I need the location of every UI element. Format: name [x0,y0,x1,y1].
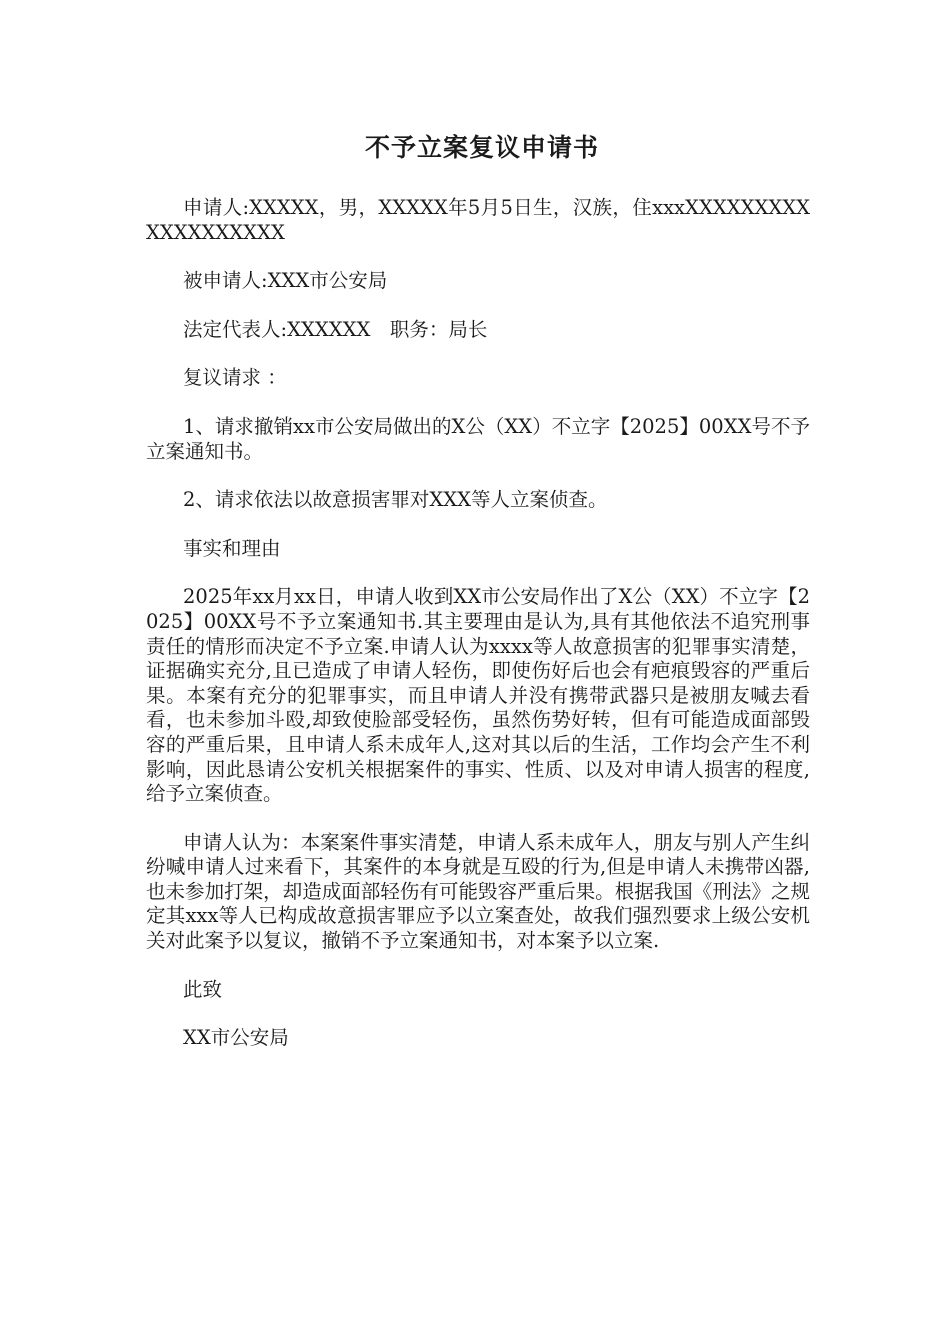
document-title: 不予立案复议申请书 [364,133,599,162]
closing-salutation: 此致 [183,977,223,1001]
respondent-paragraph: 被申请人:XXX市公安局 [183,269,388,293]
document-body [146,130,810,1075]
review-request-heading: 复议请求 ： [183,366,287,390]
applicant-opinion-paragraph: 申请人认为：本案案件事实清楚，申请人系未成年人，朋友与别人产生纠纷喊申请人过来看下，其案件的本身就是互殴的行为,但是申请人未携带凶器,也未参加打架，却造成面部轻伤有可能毁容严重后果。根据我国《刑法》之规定其xxx等人已构成故意损害罪应予以立案查处，故我们强烈要求上级公安机关对此案予以复议，撤销不予立案通知书，对本案予以立案. [146,830,810,953]
addressee: XX市公安局 [183,1026,289,1050]
facts-heading: 事实和理由 [183,536,281,560]
applicant-paragraph: 申请人:XXXXX，男，XXXXX年5月5日生，汉族，住xxxXXXXXXXXXXXXXXXXXXX [146,196,810,244]
legal-representative-paragraph: 法定代表人:XXXXXX 职务：局长 [183,317,488,341]
request-item-2: 2、请求依法以故意损害罪对XXX等人立案侦查。 [183,488,608,512]
request-item-1: 1、请求撤销xx市公安局做出的X公（XX）不立字【2025】00XX号不予立案通知书。 [146,414,810,463]
facts-paragraph: 2025年xx月xx日，申请人收到XX市公安局作出了X公（XX）不立字【2025】00XX号不予立案通知书.其主要理由是认为,具有其他依法不追究刑事责任的情形而决定不予立案.申请人认为xxxx等人故意损害的犯罪事实清楚，证据确实充分,且已造成了申请人轻伤，即使伤好后也会有疤痕毁容的严重后果。本案有充分的犯罪事实，而且申请人并没有携带武器只是被朋友喊去看看，也未参加斗殴,却致使脸部受轻伤，虽然伤势好转，但有可能造成面部毁容的严重后果，且申请人系未成年人,这对其以后的生活，工作均会产生不利影响，因此恳请公安机关根据案件的事实、性质、以及对申请人损害的程度,给予立案侦查。 [146,585,810,806]
